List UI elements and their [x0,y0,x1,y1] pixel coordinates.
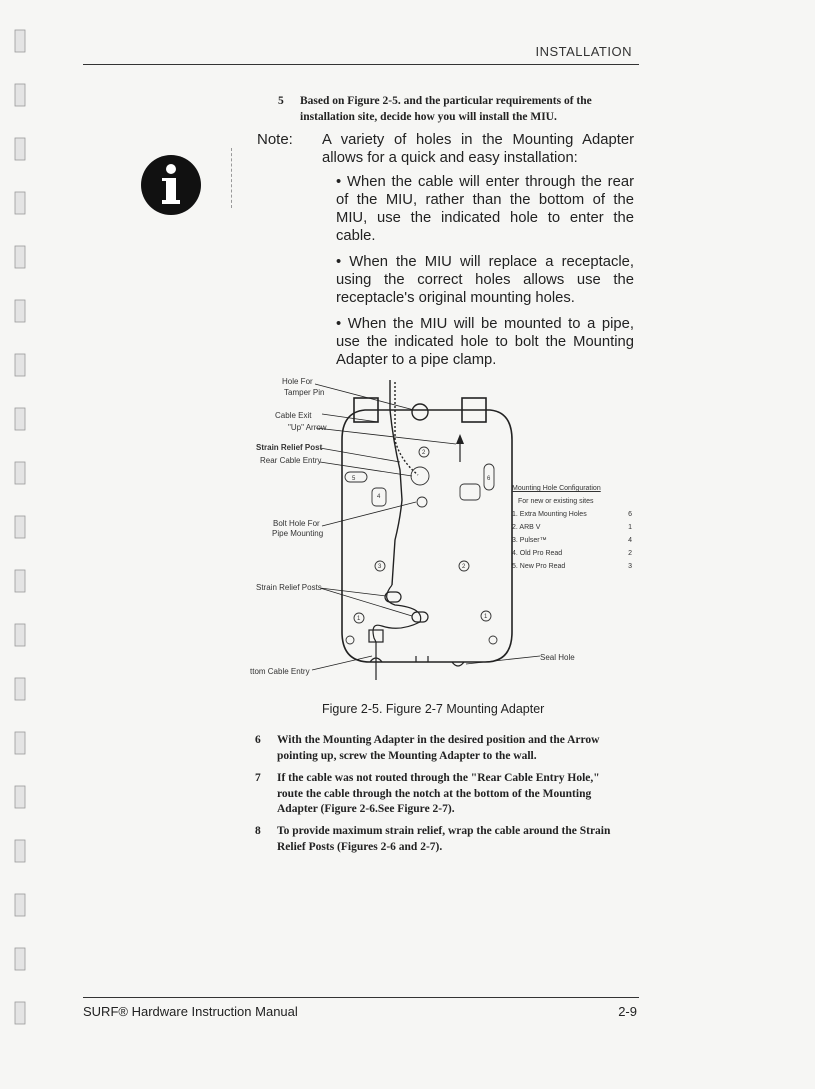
bottom-connector [369,630,383,642]
mounting-hole-config-table [512,482,632,573]
config-subtitle: For new or existing sites [518,498,594,505]
step-7 [255,771,640,819]
step-line: installation site, decide how you will install the MIU. [300,110,557,123]
config-row [512,508,632,521]
config-row [512,560,632,573]
config-title: Mounting Hole Configuration [512,485,601,492]
note-bullet-rear-entry: • When the cable will enter through the rear of the MIU, rather than the bottom of the MIU, use the indicated hole to enter the cable. [336,174,634,244]
config-row [512,534,632,547]
label-up-arrow: "Up" Arrow [288,423,327,432]
hole-number-label: 3 [378,564,382,570]
note-bullet-pipe: • When the MIU will be mounted to a pipe, use the indicated hole to bolt the Mounting Adapter to a pipe clamp. [336,316,634,368]
step-8 [255,824,640,856]
note-intro: A variety of holes in the Mounting Adapter allows for a quick and easy installation: [322,132,634,166]
hole-number-label: 1 [484,614,488,620]
hole-number-label: 2 [422,450,426,456]
up-arrow [456,434,464,462]
footer-rule [83,997,639,998]
hole-number-label: 1 [357,616,361,622]
config-row-label: 4. Old Pro Read [512,550,563,557]
hole-6-right [489,636,497,644]
label-seal-hole: Seal Hole [540,653,575,662]
bolt-hole [417,497,427,507]
config-row-label: 1. Extra Mounting Holes [512,511,587,518]
label-pipe-mounting: Pipe Mounting [272,529,324,538]
config-row [512,547,632,560]
section-title: INSTALLATION [535,44,632,59]
step-line: route the cable through the notch at the bottom of the Mounting [277,787,592,800]
step-line: Relief Posts (Figures 2-6 and 2-7). [277,840,443,853]
step-number: 6 [255,734,261,746]
label-hole-for: Hole For [282,377,313,386]
label-strain-relief-post: Strain Relief Post [256,443,323,452]
step-number: 7 [255,772,261,784]
label-tamper-pin: Tamper Pin [284,388,325,397]
step-line: If the cable was not routed through the "Rear Cable Entry Hole," [277,772,600,784]
hole-6-left [346,636,354,644]
hole-5-slot [345,472,367,482]
label-cable-exit: Cable Exit [275,411,312,420]
step-text [277,733,599,764]
header-rule [83,64,639,65]
step-number: 5 [278,95,284,107]
config-row-value: 6 [628,511,632,518]
hole-4-right [460,484,480,500]
binder-edge [0,0,40,1089]
config-row-label: 2. ARB V [512,524,541,531]
label-strain-relief-posts: Strain Relief Posts [256,583,322,592]
footer-manual-title: SURF® Hardware Instruction Manual [83,1004,298,1019]
config-row-value: 3 [628,563,632,570]
step-number: 8 [255,825,261,837]
hole-number-label: 4 [377,494,381,500]
note-divider [231,148,233,208]
hole-number-label: 2 [462,564,466,570]
info-icon [140,154,202,216]
note-bullet-receptacle: • When the MIU will replace a receptacle, using the correct holes allows use the receptacle's original mounting holes. [336,254,634,306]
config-row-value: 1 [628,524,632,531]
label-bottom-cable-entry: ttom Cable Entry [250,667,310,676]
config-row-label: 5. New Pro Read [512,563,566,570]
label-bolt-hole-for: Bolt Hole For [273,519,320,528]
rear-cable-entry-hole [411,467,429,485]
figure-caption: Figure 2-5. Figure 2-7 Mounting Adapter [322,702,545,716]
step-line: With the Mounting Adapter in the desired position and the Arrow [277,734,600,746]
note-body [322,131,634,369]
step-text [277,824,610,855]
step-line: Adapter (Figure 2-6.See Figure 2-7). [277,803,455,815]
step-line: pointing up, screw the Mounting Adapter to the wall. [277,749,537,762]
step-6 [255,733,640,765]
tamper-pin-hole [412,404,428,420]
footer-page-number: 2-9 [618,1004,637,1019]
label-rear-cable-entry: Rear Cable Entry [260,456,322,465]
step-line: Based on Figure 2-5. and the particular requirements of the [300,95,592,107]
hole-number-label: 6 [487,476,491,482]
step-text [300,94,592,125]
config-row [512,521,632,534]
config-row-value: 2 [628,550,632,557]
step-line: To provide maximum strain relief, wrap the cable around the Strain [277,825,611,837]
config-row-value: 4 [628,537,632,544]
step-text [277,771,600,818]
step-5 [278,94,638,126]
note-label: Note: [257,131,293,148]
config-row-label: 3. Pulser™ [512,537,547,544]
hole-number-label: 5 [352,476,356,482]
